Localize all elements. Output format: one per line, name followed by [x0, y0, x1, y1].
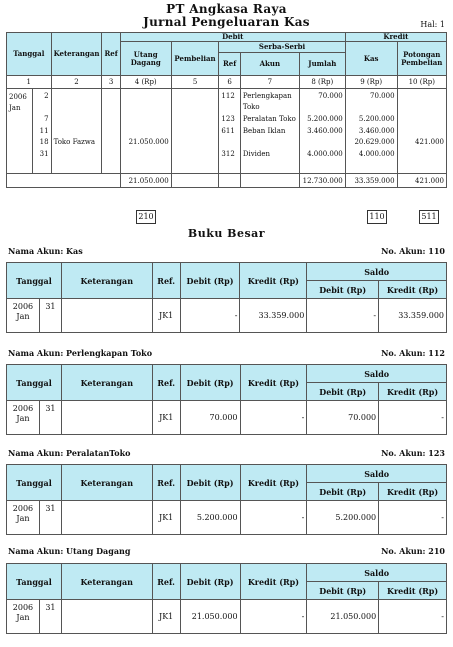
journal-ss-ref: 312 [219, 150, 240, 162]
journal-day: 18 [32, 138, 51, 150]
post-ref-utang: 210 [136, 210, 156, 224]
lh-saldo-debit: Debit (Rp) [307, 281, 379, 299]
lh-saldo-debit: Debit (Rp) [307, 582, 379, 600]
lh-tanggal: Tanggal [7, 263, 62, 299]
ledger-year-month: 2006 Jan [7, 299, 40, 333]
total-potongan: 421.000 [397, 174, 446, 188]
col-head-tanggal: Tanggal [7, 33, 52, 76]
lh-saldo-kredit: Kredit (Rp) [379, 281, 447, 299]
journal-kas: 4.000.000 [345, 150, 397, 162]
ledger-ref: JK1 [152, 501, 180, 535]
journal-spacer [240, 162, 299, 174]
total-pembelian [171, 174, 219, 188]
journal-spacer [345, 162, 397, 174]
lh-kredit: Kredit (Rp) [240, 564, 307, 600]
ledger-ket [61, 501, 152, 535]
journal-spacer [120, 162, 171, 174]
lh-saldo: Saldo [307, 564, 447, 582]
journal-akun: Peralatan Toko [240, 115, 299, 127]
journal-day: 11 [32, 127, 51, 139]
col-head-pembelian: Pembelian [171, 42, 219, 76]
journal-jumlah [299, 138, 345, 150]
ledger-table-kas [6, 262, 447, 333]
total-kas: 33.359.000 [345, 174, 397, 188]
journal-pemb [171, 89, 219, 104]
journal-spacer [219, 162, 240, 174]
journal-pot: 421.000 [397, 138, 446, 150]
journal-ss-ref: 112 [219, 89, 240, 104]
journal-jumlah [299, 103, 345, 115]
lh-debit: Debit (Rp) [180, 263, 240, 299]
journal-ref [102, 150, 120, 162]
colnum-9: 9 (Rp) [345, 76, 397, 89]
lh-ref: Ref. [152, 564, 180, 600]
colnum-6: 6 [219, 76, 240, 89]
ledger-day: 31 [39, 600, 61, 634]
journal-pemb [171, 115, 219, 127]
colnum-1: 1 [7, 76, 52, 89]
ledger-ref: JK1 [152, 299, 180, 333]
journal-ref [102, 115, 120, 127]
ledger-table-utang-dagang [6, 563, 447, 634]
journal-day: 2 [32, 89, 51, 104]
journal-spacer [171, 162, 219, 174]
journal-pemb [171, 127, 219, 139]
col-head-ref: Ref [102, 33, 120, 76]
journal-spacer [299, 162, 345, 174]
total-akun [240, 174, 299, 188]
ledger-kredit: - [240, 401, 307, 435]
journal-pot [397, 89, 446, 104]
colnum-10: 10 (Rp) [397, 76, 446, 89]
journal-utang [120, 115, 171, 127]
lh-saldo-kredit: Kredit (Rp) [379, 483, 447, 501]
journal-ref [102, 89, 120, 104]
journal-kas [345, 103, 397, 115]
company-name: PT Angkasa Raya [166, 2, 287, 16]
col-head-utang: Utang Dagang [120, 42, 171, 76]
lh-ref: Ref. [152, 465, 180, 501]
account-name: Nama Akun: Utang Dagang [8, 546, 131, 556]
journal-akun [240, 138, 299, 150]
ledger-saldo-kredit: - [379, 501, 447, 535]
journal-pot [397, 127, 446, 139]
lh-saldo: Saldo [307, 465, 447, 483]
journal-utang: 21.050.000 [120, 138, 171, 150]
account-name: Nama Akun: PeralatanToko [8, 448, 131, 458]
journal-akun: Dividen [240, 150, 299, 162]
ledger-ref: JK1 [152, 600, 180, 634]
ledger-account-header [8, 348, 445, 360]
lh-saldo-debit: Debit (Rp) [307, 483, 379, 501]
ledger-ket [61, 299, 152, 333]
ledger-account-header [8, 246, 445, 258]
total-utang: 21.050.000 [120, 174, 171, 188]
page-number: Hal: 1 [420, 20, 445, 29]
ledger-ref: JK1 [152, 401, 180, 435]
ledger-saldo-kredit: 33.359.000 [379, 299, 447, 333]
col-head-serba-serbi: Serba-Serbi [219, 42, 345, 53]
lh-keterangan: Keterangan [61, 564, 152, 600]
journal-akun: Perlengkapan [240, 89, 299, 104]
ledger-debit: 5.200.000 [180, 501, 240, 535]
journal-ket [51, 89, 102, 104]
lh-ref: Ref. [152, 365, 180, 401]
colnum-8: 8 (Rp) [299, 76, 345, 89]
col-head-debit: Debit [120, 33, 345, 42]
journal-utang [120, 150, 171, 162]
col-head-ss-jumlah: Jumlah [299, 53, 345, 76]
ledger-ket [61, 401, 152, 435]
colnum-7: 7 [240, 76, 299, 89]
lh-tanggal: Tanggal [7, 564, 62, 600]
cash-disbursement-journal [6, 32, 447, 188]
ledger-account-header [8, 448, 445, 460]
ledger-saldo-debit: 70.000 [307, 401, 379, 435]
ledger-kredit: - [240, 600, 307, 634]
ledger-year-month: 2006 Jan [7, 501, 40, 535]
journal-spacer [32, 162, 51, 174]
account-number: No. Akun: 112 [381, 348, 445, 358]
ledger-ket [61, 600, 152, 634]
post-ref-kas: 110 [367, 210, 387, 224]
journal-spacer [51, 162, 102, 174]
lh-kredit: Kredit (Rp) [240, 263, 307, 299]
account-number: No. Akun: 110 [381, 246, 445, 256]
ledger-account-header [8, 546, 445, 558]
journal-ref [102, 103, 120, 115]
journal-pemb [171, 150, 219, 162]
lh-keterangan: Keterangan [61, 465, 152, 501]
lh-debit: Debit (Rp) [180, 365, 240, 401]
colnum-5: 5 [171, 76, 219, 89]
ledger-table-peralatan [6, 464, 447, 535]
journal-jumlah: 3.460.000 [299, 127, 345, 139]
account-name: Nama Akun: Perlengkapan Toko [8, 348, 153, 358]
journal-jumlah: 70.000 [299, 89, 345, 104]
journal-utang [120, 89, 171, 104]
ledger-kredit: - [240, 501, 307, 535]
lh-keterangan: Keterangan [61, 263, 152, 299]
ledger-day: 31 [39, 501, 61, 535]
lh-debit: Debit (Rp) [180, 564, 240, 600]
journal-kas: 5.200.000 [345, 115, 397, 127]
ledger-year-month: 2006 Jan [7, 600, 40, 634]
journal-pemb [171, 103, 219, 115]
journal-day [32, 103, 51, 115]
lh-saldo-debit: Debit (Rp) [307, 383, 379, 401]
journal-kas: 70.000 [345, 89, 397, 104]
journal-total-label [7, 174, 121, 188]
account-number: No. Akun: 123 [381, 448, 445, 458]
col-head-kredit: Kredit [345, 33, 446, 42]
total-ss-ref [219, 174, 240, 188]
journal-day: 7 [32, 115, 51, 127]
ledger-saldo-kredit: - [379, 401, 447, 435]
journal-kas: 20.629.000 [345, 138, 397, 150]
journal-pot [397, 150, 446, 162]
journal-ss-ref: 123 [219, 115, 240, 127]
journal-ket [51, 115, 102, 127]
ledger-saldo-debit: 5.200.000 [307, 501, 379, 535]
lh-ref: Ref. [152, 263, 180, 299]
journal-pot [397, 103, 446, 115]
journal-pot [397, 115, 446, 127]
ledger-saldo-debit: - [307, 299, 379, 333]
col-head-potongan: Potongan Pembelian [397, 42, 446, 76]
journal-ss-ref [219, 103, 240, 115]
journal-title: Jurnal Pengeluaran Kas [143, 15, 310, 29]
ledger-kredit: 33.359.000 [240, 299, 307, 333]
col-head-ss-akun: Akun [240, 53, 299, 76]
lh-saldo: Saldo [307, 365, 447, 383]
colnum-4: 4 (Rp) [120, 76, 171, 89]
journal-akun: Beban Iklan [240, 127, 299, 139]
lh-kredit: Kredit (Rp) [240, 365, 307, 401]
journal-utang [120, 127, 171, 139]
total-jumlah: 12.730.000 [299, 174, 345, 188]
journal-year-month: 2006 Jan [7, 89, 33, 174]
journal-kas: 3.460.000 [345, 127, 397, 139]
ledger-table-perlengkapan [6, 364, 447, 435]
journal-jumlah: 5.200.000 [299, 115, 345, 127]
journal-ket [51, 127, 102, 139]
lh-tanggal: Tanggal [7, 465, 62, 501]
lh-debit: Debit (Rp) [180, 465, 240, 501]
journal-pemb [171, 138, 219, 150]
journal-ref [102, 127, 120, 139]
journal-utang [120, 103, 171, 115]
lh-saldo-kredit: Kredit (Rp) [379, 383, 447, 401]
col-head-keterangan: Keterangan [51, 33, 102, 76]
colnum-2: 2 [51, 76, 102, 89]
journal-ref [102, 138, 120, 150]
lh-saldo-kredit: Kredit (Rp) [379, 582, 447, 600]
ledger-year-month: 2006 Jan [7, 401, 40, 435]
journal-ket [51, 103, 102, 115]
journal-spacer [102, 162, 120, 174]
ledger-day: 31 [39, 299, 61, 333]
ledger-debit: 21.050.000 [180, 600, 240, 634]
lh-kredit: Kredit (Rp) [240, 465, 307, 501]
journal-ket [51, 150, 102, 162]
lh-tanggal: Tanggal [7, 365, 62, 401]
journal-akun: Toko [240, 103, 299, 115]
ledger-day: 31 [39, 401, 61, 435]
ledger-debit: - [180, 299, 240, 333]
lh-saldo: Saldo [307, 263, 447, 281]
colnum-3: 3 [102, 76, 120, 89]
account-name: Nama Akun: Kas [8, 246, 83, 256]
col-head-kas: Kas [345, 42, 397, 76]
ledger-debit: 70.000 [180, 401, 240, 435]
lh-keterangan: Keterangan [61, 365, 152, 401]
journal-ss-ref [219, 138, 240, 150]
journal-day: 31 [32, 150, 51, 162]
ledger-saldo-kredit: - [379, 600, 447, 634]
ledger-saldo-debit: 21.050.000 [307, 600, 379, 634]
journal-spacer [397, 162, 446, 174]
post-ref-potongan: 511 [419, 210, 439, 224]
col-head-ss-ref: Ref [219, 53, 240, 76]
journal-ket: Toko Fazwa [51, 138, 102, 150]
journal-ss-ref: 611 [219, 127, 240, 139]
journal-jumlah: 4.000.000 [299, 150, 345, 162]
buku-besar-title: Buku Besar [187, 227, 266, 240]
account-number: No. Akun: 210 [381, 546, 445, 556]
